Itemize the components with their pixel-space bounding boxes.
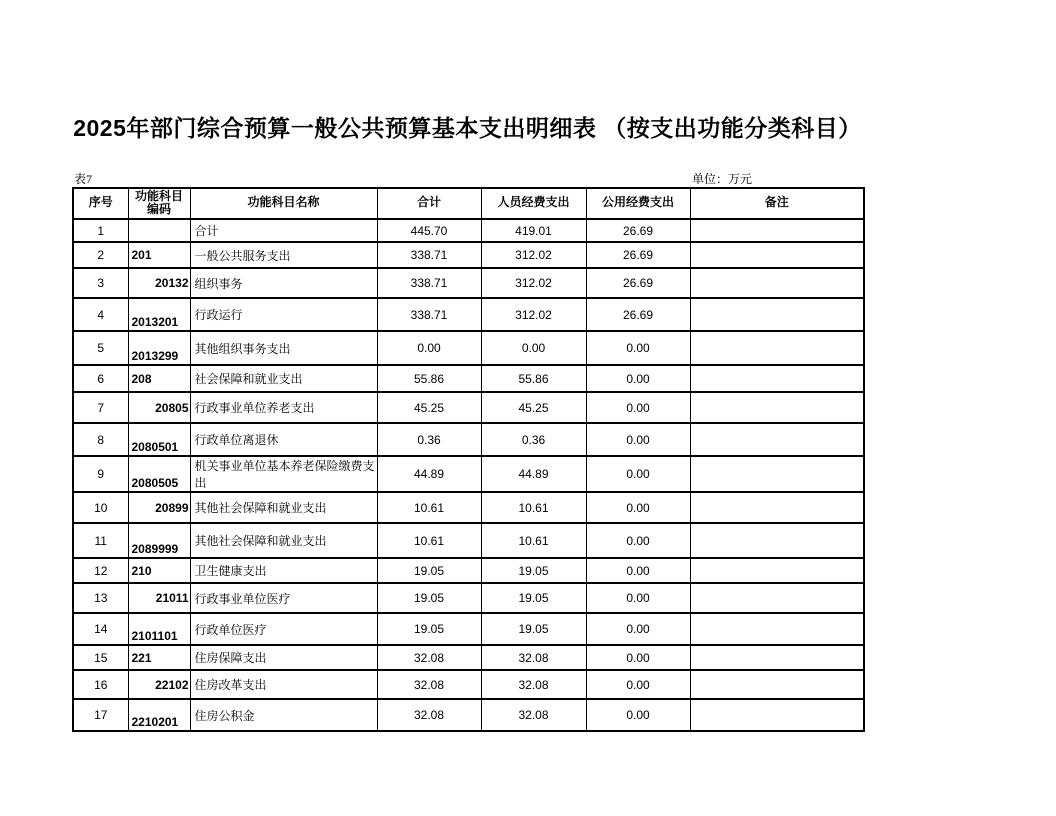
personnel-cell: 0.36 (481, 423, 586, 456)
document-title: 2025年部门综合预算一般公共预算基本支出明细表 （按支出功能分类科目） (73, 115, 862, 141)
col-header-seq: 序号 (73, 188, 128, 220)
public-cell: 0.00 (586, 699, 690, 731)
public-cell: 26.69 (586, 242, 690, 268)
seq-cell: 5 (73, 331, 128, 365)
note-cell (690, 523, 864, 558)
note-cell (690, 392, 864, 423)
table-row (73, 492, 864, 523)
note-cell (690, 670, 864, 699)
note-cell (690, 423, 864, 456)
table-number-label: 表7 (74, 171, 93, 186)
note-cell (690, 699, 864, 731)
seq-cell: 13 (73, 583, 128, 613)
table-row (73, 456, 864, 492)
code-cell: 22102 (128, 670, 190, 699)
header-row (73, 188, 864, 220)
seq-cell: 11 (73, 523, 128, 558)
personnel-cell: 55.86 (481, 365, 586, 392)
seq-cell: 17 (73, 699, 128, 731)
note-cell (690, 268, 864, 298)
code-cell (128, 219, 190, 242)
total-cell: 19.05 (377, 558, 481, 583)
code-cell: 2080501 (128, 423, 190, 456)
public-cell: 0.00 (586, 583, 690, 613)
table-row (73, 558, 864, 583)
col-header-total: 合计 (377, 188, 481, 220)
table-row (73, 670, 864, 699)
document-content (72, 0, 863, 732)
seq-cell: 2 (73, 242, 128, 268)
name-cell: 其他社会保障和就业支出 (190, 492, 377, 523)
table-row (73, 699, 864, 731)
seq-cell: 8 (73, 423, 128, 456)
table-row (73, 242, 864, 268)
public-cell: 0.00 (586, 523, 690, 558)
table-row (73, 613, 864, 645)
name-cell: 组织事务 (190, 268, 377, 298)
total-cell: 445.70 (377, 219, 481, 242)
name-cell: 行政单位离退休 (190, 423, 377, 456)
total-cell: 32.08 (377, 699, 481, 731)
table-row (73, 392, 864, 423)
col-header-personnel: 人员经费支出 (481, 188, 586, 220)
public-cell: 26.69 (586, 219, 690, 242)
total-cell: 45.25 (377, 392, 481, 423)
seq-cell: 6 (73, 365, 128, 392)
public-cell: 0.00 (586, 423, 690, 456)
note-cell (690, 492, 864, 523)
code-cell: 21011 (128, 583, 190, 613)
name-cell: 行政运行 (190, 298, 377, 331)
personnel-cell: 0.00 (481, 331, 586, 365)
table-row (73, 523, 864, 558)
personnel-cell: 44.89 (481, 456, 586, 492)
note-cell (690, 583, 864, 613)
personnel-cell: 419.01 (481, 219, 586, 242)
total-cell: 44.89 (377, 456, 481, 492)
public-cell: 0.00 (586, 331, 690, 365)
note-cell (690, 298, 864, 331)
table-row (73, 645, 864, 670)
table-row (73, 219, 864, 242)
name-cell: 行政单位医疗 (190, 613, 377, 645)
budget-table-header (73, 188, 864, 220)
table-row (73, 423, 864, 456)
public-cell: 0.00 (586, 670, 690, 699)
name-cell: 机关事业单位基本养老保险缴费支出 (190, 456, 377, 492)
code-cell: 210 (128, 558, 190, 583)
col-header-note: 备注 (690, 188, 864, 220)
total-cell: 338.71 (377, 242, 481, 268)
code-cell: 221 (128, 645, 190, 670)
personnel-cell: 312.02 (481, 268, 586, 298)
budget-table-body (73, 219, 864, 731)
table-row (73, 365, 864, 392)
seq-cell: 16 (73, 670, 128, 699)
seq-cell: 4 (73, 298, 128, 331)
code-cell: 20899 (128, 492, 190, 523)
code-cell: 20805 (128, 392, 190, 423)
seq-cell: 15 (73, 645, 128, 670)
public-cell: 26.69 (586, 298, 690, 331)
total-cell: 55.86 (377, 365, 481, 392)
name-cell: 社会保障和就业支出 (190, 365, 377, 392)
name-cell: 行政事业单位医疗 (190, 583, 377, 613)
code-cell: 2210201 (128, 699, 190, 731)
note-cell (690, 242, 864, 268)
seq-cell: 1 (73, 219, 128, 242)
personnel-cell: 10.61 (481, 492, 586, 523)
personnel-cell: 19.05 (481, 558, 586, 583)
name-cell: 一般公共服务支出 (190, 242, 377, 268)
total-cell: 32.08 (377, 670, 481, 699)
table-row (73, 268, 864, 298)
total-cell: 10.61 (377, 492, 481, 523)
code-cell: 2013201 (128, 298, 190, 331)
seq-cell: 12 (73, 558, 128, 583)
note-cell (690, 456, 864, 492)
table-row (73, 583, 864, 613)
public-cell: 0.00 (586, 492, 690, 523)
name-cell: 住房保障支出 (190, 645, 377, 670)
seq-cell: 14 (73, 613, 128, 645)
total-cell: 0.36 (377, 423, 481, 456)
code-cell: 201 (128, 242, 190, 268)
col-header-code: 功能科目编码 (128, 188, 190, 220)
name-cell: 合计 (190, 219, 377, 242)
code-cell: 2101101 (128, 613, 190, 645)
name-cell: 住房公积金 (190, 699, 377, 731)
public-cell: 0.00 (586, 365, 690, 392)
personnel-cell: 312.02 (481, 242, 586, 268)
public-cell: 0.00 (586, 645, 690, 670)
public-cell: 26.69 (586, 268, 690, 298)
total-cell: 0.00 (377, 331, 481, 365)
total-cell: 32.08 (377, 645, 481, 670)
code-cell: 2013299 (128, 331, 190, 365)
name-cell: 其他社会保障和就业支出 (190, 523, 377, 558)
total-cell: 338.71 (377, 298, 481, 331)
table-row (73, 331, 864, 365)
note-cell (690, 219, 864, 242)
table-row (73, 298, 864, 331)
personnel-cell: 312.02 (481, 298, 586, 331)
budget-table (72, 187, 865, 733)
personnel-cell: 19.05 (481, 583, 586, 613)
seq-cell: 9 (73, 456, 128, 492)
total-cell: 19.05 (377, 613, 481, 645)
note-cell (690, 645, 864, 670)
col-header-public: 公用经费支出 (586, 188, 690, 220)
total-cell: 10.61 (377, 523, 481, 558)
table-meta-row (72, 172, 863, 187)
personnel-cell: 10.61 (481, 523, 586, 558)
name-cell: 卫生健康支出 (190, 558, 377, 583)
code-cell: 2080505 (128, 456, 190, 492)
personnel-cell: 32.08 (481, 699, 586, 731)
public-cell: 0.00 (586, 392, 690, 423)
note-cell (690, 613, 864, 645)
code-cell: 20132 (128, 268, 190, 298)
seq-cell: 7 (73, 392, 128, 423)
personnel-cell: 32.08 (481, 670, 586, 699)
name-cell: 其他组织事务支出 (190, 331, 377, 365)
name-cell: 行政事业单位养老支出 (190, 392, 377, 423)
seq-cell: 10 (73, 492, 128, 523)
unit-label: 单位：万元 (692, 171, 753, 186)
personnel-cell: 32.08 (481, 645, 586, 670)
code-cell: 208 (128, 365, 190, 392)
public-cell: 0.00 (586, 558, 690, 583)
personnel-cell: 19.05 (481, 613, 586, 645)
note-cell (690, 365, 864, 392)
note-cell (690, 331, 864, 365)
public-cell: 0.00 (586, 613, 690, 645)
code-cell: 2089999 (128, 523, 190, 558)
note-cell (690, 558, 864, 583)
seq-cell: 3 (73, 268, 128, 298)
col-header-name: 功能科目名称 (190, 188, 377, 220)
total-cell: 19.05 (377, 583, 481, 613)
name-cell: 住房改革支出 (190, 670, 377, 699)
public-cell: 0.00 (586, 456, 690, 492)
total-cell: 338.71 (377, 268, 481, 298)
personnel-cell: 45.25 (481, 392, 586, 423)
